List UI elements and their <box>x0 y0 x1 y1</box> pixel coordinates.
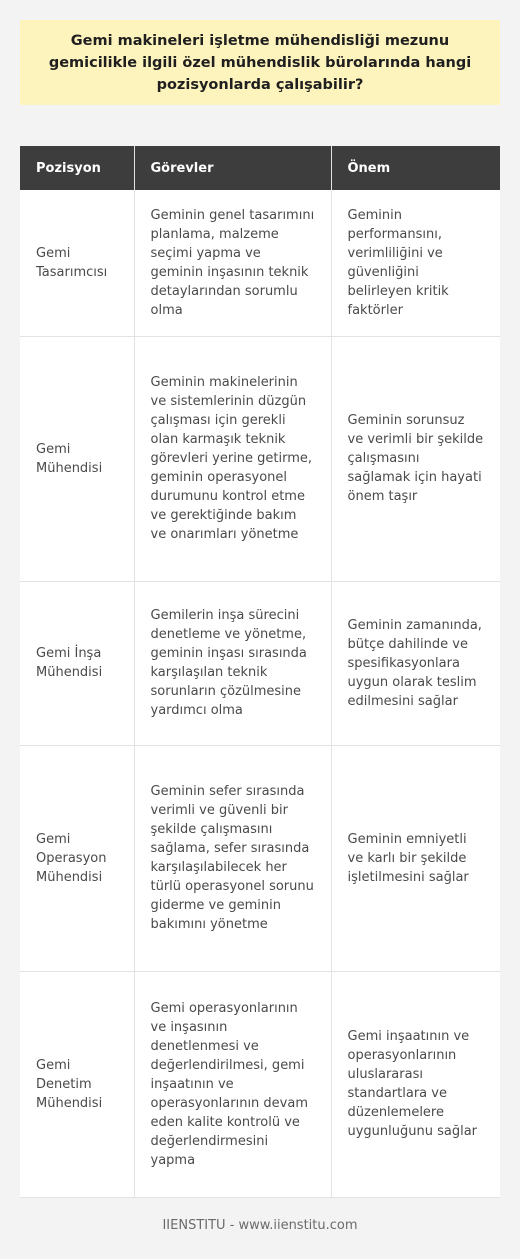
table-row <box>20 745 500 971</box>
header-onem: Önem <box>331 146 500 190</box>
positions-table <box>20 146 500 1198</box>
cell-gorevler: Geminin makinelerinin ve sistemlerinin düzgün çalışması için gerekli olan karmaşık teknik görevleri yerine getirme, geminin operasyonel durumunu kontrol etme ve gerektiğinde bakım ve onarımları yönetme <box>134 336 331 581</box>
title-box <box>20 20 500 105</box>
cell-pozisyon: Gemi Denetim Mühendisi <box>20 971 134 1197</box>
header-gorevler: Görevler <box>134 146 331 190</box>
table-row <box>20 971 500 1197</box>
cell-onem: Geminin performansını, verimliliğini ve güvenliğini belirleyen kritik faktörler <box>331 190 500 336</box>
cell-onem: Geminin zamanında, bütçe dahilinde ve spesifikasyonlara uygun olarak teslim edilmesini sağlar <box>331 581 500 745</box>
cell-onem: Geminin emniyetli ve karlı bir şekilde işletilmesini sağlar <box>331 745 500 971</box>
cell-gorevler: Gemi operasyonlarının ve inşasının denetlenmesi ve değerlendirilmesi, gemi inşaatının ve operasyonlarının devam eden kalite kontrolü ve değerlendirmesini yapma <box>134 971 331 1197</box>
header-pozisyon: Pozisyon <box>20 146 134 190</box>
cell-gorevler: Geminin genel tasarımını planlama, malzeme seçimi yapma ve geminin inşasının teknik detaylarından sorumlu olma <box>134 190 331 336</box>
cell-pozisyon: Gemi Tasarımcısı <box>20 190 134 336</box>
cell-gorevler: Geminin sefer sırasında verimli ve güvenli bir şekilde çalışmasını sağlama, sefer sırasında karşılaşılabilecek her türlü operasyonel sorunu giderme ve geminin bakımını yönetme <box>134 745 331 971</box>
table-row <box>20 581 500 745</box>
cell-pozisyon: Gemi Mühendisi <box>20 336 134 581</box>
table-row <box>20 190 500 336</box>
cell-onem: Geminin sorunsuz ve verimli bir şekilde çalışmasını sağlamak için hayati önem taşır <box>331 336 500 581</box>
cell-pozisyon: Gemi İnşa Mühendisi <box>20 581 134 745</box>
table-header-row <box>20 146 500 190</box>
cell-gorevler: Gemilerin inşa sürecini denetleme ve yönetme, geminin inşası sırasında karşılaşılan teknik sorunların çözülmesine yardımcı olma <box>134 581 331 745</box>
page-title: Gemi makineleri işletme mühendisliği mezunu gemicilikle ilgili özel mühendislik bürolarında hangi pozisyonlarda çalışabilir? <box>48 32 472 93</box>
table-row <box>20 336 500 581</box>
footer-credit: IIENSTITU - www.iienstitu.com <box>162 1218 358 1233</box>
cell-pozisyon: Gemi Operasyon Mühendisi <box>20 745 134 971</box>
cell-onem: Gemi inşaatının ve operasyonlarının uluslararası standartlara ve düzenlemelere uygunluğunu sağlar <box>331 971 500 1197</box>
